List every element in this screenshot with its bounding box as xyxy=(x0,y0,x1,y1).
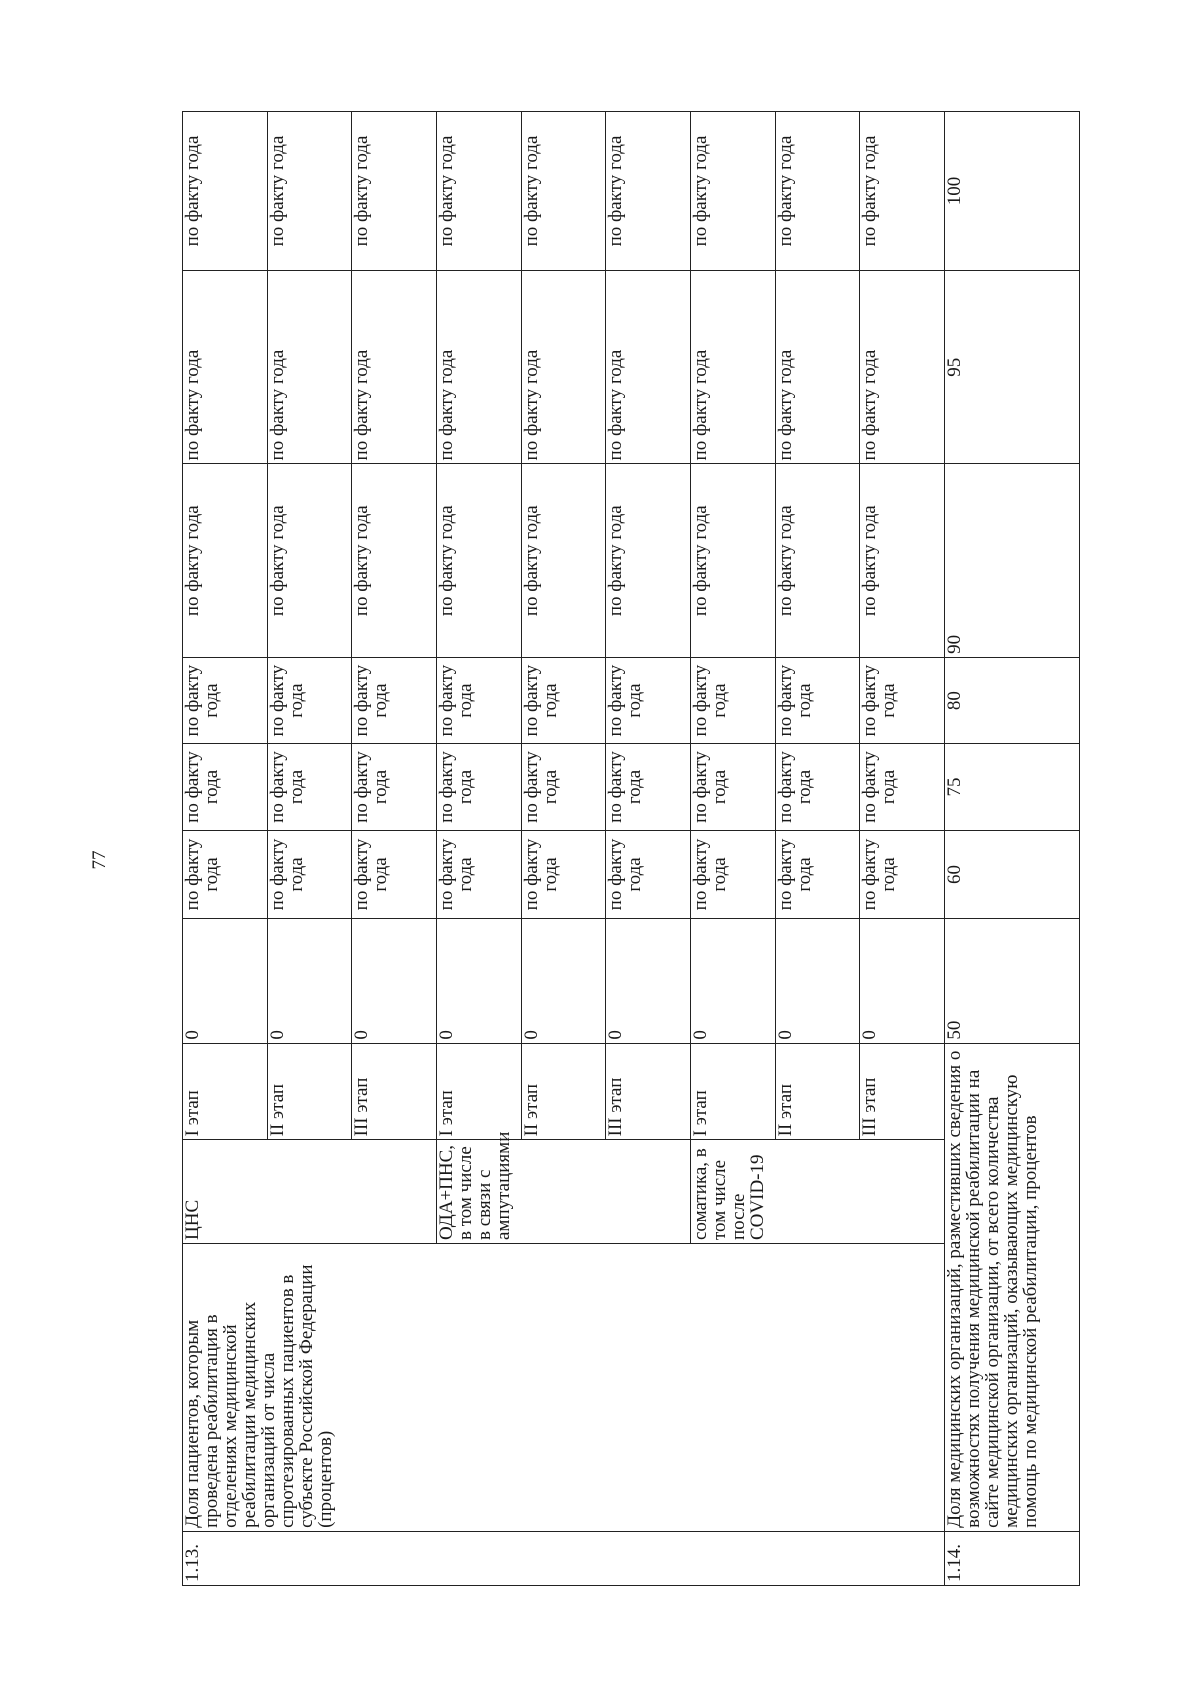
group-name: ОДА+ПНС, в том числе в связи с ампутациями xyxy=(436,1140,690,1244)
stage-label: II этап xyxy=(267,1043,352,1140)
value-cell: по факту года xyxy=(860,744,945,830)
value-cell: по факту года xyxy=(860,464,945,657)
base-value: 0 xyxy=(183,919,268,1043)
value-cell: по факту года xyxy=(775,744,860,830)
value-cell: по факту года xyxy=(183,744,268,830)
value-cell: по факту года xyxy=(436,112,521,271)
value-cell: по факту года xyxy=(606,657,691,743)
stage-label: II этап xyxy=(521,1043,606,1140)
value-cell: по факту года xyxy=(436,657,521,743)
value-cell: по факту года xyxy=(690,830,775,919)
value-cell: по факту года xyxy=(606,744,691,830)
group-name: ЦНС xyxy=(183,1140,437,1244)
stage-label: I этап xyxy=(183,1043,268,1140)
value-cell: 100 xyxy=(945,112,1080,271)
value-cell: по факту года xyxy=(690,657,775,743)
value-cell: по факту года xyxy=(352,830,437,919)
rotated-table-wrapper xyxy=(182,111,1080,1586)
value-cell: по факту года xyxy=(183,830,268,919)
base-value: 0 xyxy=(352,919,437,1043)
value-cell: по факту года xyxy=(521,657,606,743)
value-cell: по факту года xyxy=(606,112,691,271)
value-cell: по факту года xyxy=(860,271,945,464)
row-number: 1.13. xyxy=(183,1531,945,1585)
value-cell: по факту года xyxy=(267,112,352,271)
value-cell: по факту года xyxy=(436,744,521,830)
value-cell: по факту года xyxy=(521,744,606,830)
value-cell: по факту года xyxy=(775,112,860,271)
value-cell: по факту года xyxy=(775,830,860,919)
value-cell: по факту года xyxy=(436,271,521,464)
value-cell: по факту года xyxy=(267,744,352,830)
base-value: 50 xyxy=(945,919,1080,1043)
value-cell: по факту года xyxy=(606,464,691,657)
base-value: 0 xyxy=(267,919,352,1043)
value-cell: по факту года xyxy=(775,657,860,743)
base-value: 0 xyxy=(436,919,521,1043)
value-cell: 75 xyxy=(945,744,1080,830)
value-cell: по факту года xyxy=(183,271,268,464)
base-value: 0 xyxy=(775,919,860,1043)
value-cell: по факту года xyxy=(436,464,521,657)
value-cell: по факту года xyxy=(267,271,352,464)
value-cell: по факту года xyxy=(860,112,945,271)
group-name: соматика, в том числе после COVID-19 xyxy=(690,1140,944,1244)
base-value: 0 xyxy=(606,919,691,1043)
value-cell: по факту года xyxy=(352,112,437,271)
stage-label: III этап xyxy=(606,1043,691,1140)
value-cell: по факту года xyxy=(690,271,775,464)
value-cell: по факту года xyxy=(183,657,268,743)
value-cell: по факту года xyxy=(521,271,606,464)
indicator-text: Доля медицинских организаций, разместивших сведения о возможностях получения медицинской реабилитации на сайте медицинской организации, от всего количества медицинских организаций, оказывающих медицинскую помощь по медицинской реабилитации, процентов xyxy=(945,1043,1080,1531)
value-cell: по факту года xyxy=(352,657,437,743)
value-cell: по факту года xyxy=(860,657,945,743)
page-number: 77 xyxy=(89,850,110,870)
base-value: 0 xyxy=(521,919,606,1043)
table-row xyxy=(183,112,268,1586)
value-cell: 90 xyxy=(945,464,1080,657)
value-cell: по факту года xyxy=(690,744,775,830)
stage-label: III этап xyxy=(352,1043,437,1140)
table-row xyxy=(945,112,1080,1586)
value-cell: по факту года xyxy=(183,464,268,657)
base-value: 0 xyxy=(860,919,945,1043)
row-number: 1.14. xyxy=(945,1531,1080,1585)
value-cell: по факту года xyxy=(521,830,606,919)
stage-label: I этап xyxy=(436,1043,521,1140)
value-cell: по факту года xyxy=(606,830,691,919)
value-cell: по факту года xyxy=(352,271,437,464)
value-cell: по факту года xyxy=(436,830,521,919)
base-value: 0 xyxy=(690,919,775,1043)
stage-label: III этап xyxy=(860,1043,945,1140)
value-cell: по факту года xyxy=(606,271,691,464)
value-cell: по факту года xyxy=(775,271,860,464)
value-cell: по факту года xyxy=(267,657,352,743)
value-cell: по факту года xyxy=(860,830,945,919)
stage-label: II этап xyxy=(775,1043,860,1140)
value-cell: по факту года xyxy=(690,112,775,271)
value-cell: по факту года xyxy=(267,464,352,657)
value-cell: по факту года xyxy=(775,464,860,657)
value-cell: по факту года xyxy=(352,464,437,657)
indicators-table xyxy=(182,111,1080,1586)
value-cell: по факту года xyxy=(352,744,437,830)
value-cell: по факту года xyxy=(521,112,606,271)
value-cell: 95 xyxy=(945,271,1080,464)
value-cell: по факту года xyxy=(267,830,352,919)
indicator-text: Доля пациентов, которым проведена реабилитация в отделениях медицинской реабилитации медицинских организаций от числа спротезированных пациентов в субъекте Российской Федерации (процентов) xyxy=(183,1244,945,1532)
value-cell: 80 xyxy=(945,657,1080,743)
stage-label: I этап xyxy=(690,1043,775,1140)
value-cell: по факту года xyxy=(521,464,606,657)
value-cell: по факту года xyxy=(183,112,268,271)
value-cell: 60 xyxy=(945,830,1080,919)
value-cell: по факту года xyxy=(690,464,775,657)
